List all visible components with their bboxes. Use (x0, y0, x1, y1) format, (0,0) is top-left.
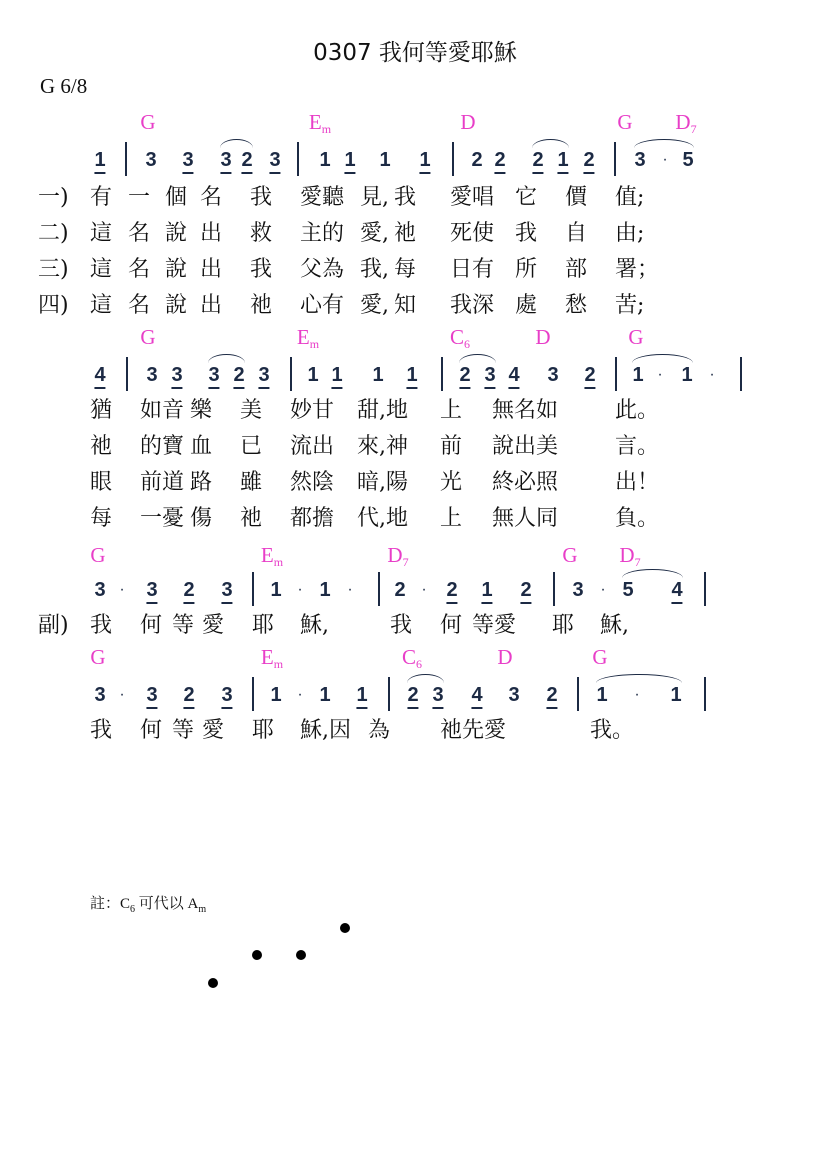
chord-subscript: 7 (402, 555, 409, 569)
lyric-syllable: 值; (615, 185, 645, 210)
lyric-syllable: 這 (90, 221, 113, 246)
eighth-note: 3 (182, 150, 193, 174)
lyric-syllable: 愛, (360, 221, 389, 246)
bar-line (740, 357, 742, 391)
augmentation-dot: · (600, 581, 606, 598)
note: 3 (146, 364, 158, 386)
chord-symbol: G (90, 543, 106, 567)
eighth-note: 3 (221, 580, 232, 604)
verse-label: 一) (38, 185, 69, 210)
lyric-syllable: 愁 (565, 293, 588, 318)
lyric-syllable: 無名如 (492, 398, 559, 423)
lyric-syllable: 每 (90, 506, 113, 531)
eighth-note: 2 (584, 365, 595, 389)
chord-symbol: D (497, 645, 513, 669)
note: 1 (681, 364, 693, 386)
footnote-prefix: 註：C (90, 896, 131, 912)
augmentation-dot: · (297, 581, 303, 598)
chord-subscript: 7 (634, 555, 641, 569)
song-title: 0307 我何等愛耶穌 (313, 40, 517, 66)
lyric-syllable: 我 (250, 185, 273, 210)
lyric-syllable: 愛唱 (450, 185, 495, 210)
note: 1 (670, 684, 682, 706)
slur-arc (632, 354, 693, 363)
note: 1 (307, 364, 319, 386)
lyric-syllable: 何 (140, 613, 163, 638)
note: 2 (471, 149, 483, 171)
lyric-syllable: 有 (90, 185, 113, 210)
eighth-note: 1 (406, 365, 417, 389)
lyric-syllable: 血 (190, 434, 213, 459)
lyric-syllable: 穌,因 (300, 718, 351, 743)
lyric-syllable: 苦; (615, 293, 645, 318)
eighth-note: 2 (446, 580, 457, 604)
lyric-syllable: 代,地 (357, 506, 408, 531)
lyric-syllable: 出 (200, 293, 223, 318)
eighth-note: 1 (419, 150, 430, 174)
lyric-syllable: 知 (394, 293, 417, 318)
chord-symbol: D (535, 325, 551, 349)
lyric-syllable: 愛 (202, 718, 225, 743)
chord-symbol: $E_m$ (308, 110, 332, 136)
eighth-note: 3 (269, 150, 280, 174)
footnote-sub-m: m (198, 904, 207, 915)
footnote-mid: 可代以 A (135, 896, 199, 912)
lyric-syllable: 終必照 (492, 470, 559, 495)
lyric-syllable: 一憂 (140, 506, 185, 531)
lyric-syllable: 名 (128, 221, 151, 246)
bar-line (126, 357, 128, 391)
eighth-note: 4 (471, 685, 482, 709)
lyric-syllable: 等 (172, 718, 195, 743)
lyric-syllable: 我 (250, 257, 273, 282)
lyric-syllable: 由; (615, 221, 645, 246)
chord-symbol: G (617, 110, 633, 134)
lyric-syllable: 處 (515, 293, 538, 318)
lyric-syllable: 的寶 (140, 434, 185, 459)
lyric-syllable: 無人同 (492, 506, 559, 531)
eighth-note: 3 (208, 365, 219, 389)
verse-label: 副) (38, 613, 69, 638)
lyric-syllable: 樂 (190, 398, 213, 423)
note: 1 (596, 684, 608, 706)
lyric-syllable: 我深 (450, 293, 495, 318)
eighth-note: 2 (233, 365, 244, 389)
chord-symbol: $C_6$ (449, 325, 471, 351)
eighth-note: 2 (183, 580, 194, 604)
lyric-syllable: 自 (565, 221, 588, 246)
lyric-syllable: 出！ (615, 470, 660, 495)
note: 2 (394, 579, 406, 601)
bar-line (704, 677, 706, 711)
lyric-syllable: 眼 (90, 470, 113, 495)
lyric-syllable: 甜,地 (357, 398, 408, 423)
augmentation-dot: · (119, 686, 125, 703)
eighth-note: 3 (221, 685, 232, 709)
lyric-syllable: 父為 (300, 257, 345, 282)
lyric-syllable: 愛, (360, 293, 389, 318)
lyric-syllable: 救 (250, 221, 273, 246)
dot-mark (252, 950, 262, 960)
lyric-syllable: 名 (200, 185, 223, 210)
lyric-syllable: 這 (90, 293, 113, 318)
augmentation-dot: · (297, 686, 303, 703)
lyric-syllable: 署； (615, 257, 660, 282)
lyric-syllable: 路 (190, 470, 213, 495)
eighth-note: 2 (494, 150, 505, 174)
eighth-note: 2 (532, 150, 543, 174)
chord-symbol: $E_m$ (260, 543, 284, 569)
lyric-syllable: 穌, (600, 613, 629, 638)
chord-subscript: 7 (690, 122, 697, 136)
note: 5 (622, 579, 634, 601)
eighth-note: 2 (583, 150, 594, 174)
bar-line (378, 572, 380, 606)
lyric-syllable: 見, (360, 185, 389, 210)
lyric-syllable: 暗,陽 (357, 470, 408, 495)
slur-arc (596, 674, 682, 683)
lyric-syllable: 價 (565, 185, 588, 210)
lyric-syllable: 傷 (190, 506, 213, 531)
chord-symbol: $E_m$ (296, 325, 320, 351)
lyric-syllable: 如音 (140, 398, 185, 423)
note: 1 (379, 149, 391, 171)
lyric-syllable: 等 (172, 613, 195, 638)
chord-subscript: m (309, 337, 320, 351)
augmentation-dot: · (709, 366, 715, 383)
lyric-syllable: 美 (240, 398, 263, 423)
chord-subscript: 6 (464, 337, 471, 351)
chord-symbol: G (140, 325, 156, 349)
slur-arc (459, 354, 496, 363)
lyric-syllable: 我。 (590, 718, 635, 743)
lyric-syllable: 流出 (290, 434, 335, 459)
lyric-syllable: 妙甘 (290, 398, 335, 423)
chord-symbol: G (90, 645, 106, 669)
lyric-syllable: 此。 (615, 398, 660, 423)
lyric-syllable: 等愛 (472, 613, 517, 638)
eighth-note: 1 (331, 365, 342, 389)
bar-line (125, 142, 127, 176)
bar-line (553, 572, 555, 606)
eighth-note: 4 (94, 365, 105, 389)
lyric-syllable: 祂 (250, 293, 273, 318)
bar-line (577, 677, 579, 711)
bar-line (704, 572, 706, 606)
lyric-syllable: 說 (165, 257, 188, 282)
lyric-syllable: 說 (165, 221, 188, 246)
note: 3 (94, 579, 106, 601)
eighth-note: 1 (344, 150, 355, 174)
lyric-syllable: 何 (440, 613, 463, 638)
eighth-note: 3 (220, 150, 231, 174)
note: 3 (508, 684, 520, 706)
note: 1 (270, 579, 282, 601)
note: 3 (145, 149, 157, 171)
dot-mark (340, 923, 350, 933)
lyric-syllable: 上 (440, 506, 463, 531)
lyric-syllable: 死使 (450, 221, 495, 246)
eighth-note: 4 (671, 580, 682, 604)
chord-symbol: $E_m$ (260, 645, 284, 671)
bar-line (388, 677, 390, 711)
bar-line (290, 357, 292, 391)
slur-arc (208, 354, 245, 363)
chord-symbol: G (592, 645, 608, 669)
eighth-note: 2 (407, 685, 418, 709)
eighth-note: 4 (508, 365, 519, 389)
lyric-syllable: 穌, (300, 613, 329, 638)
eighth-note: 3 (171, 365, 182, 389)
lyric-syllable: 光 (440, 470, 463, 495)
slur-arc (634, 139, 694, 148)
note: 3 (547, 364, 559, 386)
eighth-note: 1 (557, 150, 568, 174)
lyric-syllable: 前道 (140, 470, 185, 495)
bar-line (452, 142, 454, 176)
chord-symbol: $C_6$ (401, 645, 423, 671)
lyric-syllable: 所 (515, 257, 538, 282)
chord-symbol: D (460, 110, 476, 134)
lyric-syllable: 我 (515, 221, 538, 246)
lyric-syllable: 祂 (90, 434, 113, 459)
lyric-syllable: 耶 (252, 718, 275, 743)
chord-subscript: m (273, 657, 284, 671)
eighth-note: 3 (484, 365, 495, 389)
note: 3 (94, 684, 106, 706)
note: 1 (632, 364, 644, 386)
footnote (90, 892, 206, 915)
note: 1 (319, 149, 331, 171)
chord-subscript: m (273, 555, 284, 569)
note: 3 (634, 149, 646, 171)
chord-symbol: G (628, 325, 644, 349)
lyric-syllable: 心有 (300, 293, 345, 318)
lyric-syllable: 愛聽 (300, 185, 345, 210)
lyric-syllable: 祂 (394, 221, 417, 246)
augmentation-dot: · (657, 366, 663, 383)
chord-symbol: G (562, 543, 578, 567)
lyric-syllable: 愛 (202, 613, 225, 638)
verse-label: 二) (38, 221, 69, 246)
lyric-syllable: 言。 (615, 434, 660, 459)
verse-label: 四) (38, 293, 69, 318)
lyric-syllable: 祂 (240, 506, 263, 531)
note: 5 (682, 149, 694, 171)
note: 1 (372, 364, 384, 386)
lyric-syllable: 前 (440, 434, 463, 459)
augmentation-dot: · (662, 151, 668, 168)
lyric-syllable: 我 (390, 613, 413, 638)
eighth-note: 1 (481, 580, 492, 604)
note: 1 (319, 579, 331, 601)
lyric-syllable: 然陰 (290, 470, 335, 495)
note: 1 (319, 684, 331, 706)
eighth-note: 2 (183, 685, 194, 709)
slur-arc (220, 139, 253, 148)
chord-symbol: $D_7$ (675, 110, 697, 136)
bar-line (252, 572, 254, 606)
lyric-syllable: 它 (515, 185, 538, 210)
chord-symbol: $D_7$ (387, 543, 409, 569)
lyric-syllable: 何 (140, 718, 163, 743)
dot-mark (208, 978, 218, 988)
chord-subscript: 6 (416, 657, 423, 671)
footnote-sub-6: 6 (130, 904, 136, 915)
lyric-syllable: 出 (200, 257, 223, 282)
bar-line (441, 357, 443, 391)
lyric-syllable: 已 (240, 434, 263, 459)
lyric-syllable: 我 (90, 718, 113, 743)
verse-label: 三) (38, 257, 69, 282)
lyric-syllable: 祂先愛 (440, 718, 507, 743)
chord-symbol: G (140, 110, 156, 134)
chord-subscript: m (321, 122, 332, 136)
eighth-note: 1 (356, 685, 367, 709)
eighth-note: 2 (459, 365, 470, 389)
lyric-syllable: 日有 (450, 257, 495, 282)
lyric-syllable: 名 (128, 293, 151, 318)
bar-line (614, 142, 616, 176)
lyric-syllable: 我, (360, 257, 389, 282)
note: 3 (572, 579, 584, 601)
lyric-syllable: 都擔 (290, 506, 335, 531)
eighth-note: 3 (258, 365, 269, 389)
lyric-syllable: 說出美 (492, 434, 559, 459)
lyric-syllable: 說 (165, 293, 188, 318)
lyric-syllable: 每 (394, 257, 417, 282)
lyric-syllable: 主的 (300, 221, 345, 246)
lyric-syllable: 部 (565, 257, 588, 282)
lyric-syllable: 來,神 (357, 434, 408, 459)
bar-line (297, 142, 299, 176)
lyric-syllable: 負。 (615, 506, 660, 531)
lyric-syllable: 為 (368, 718, 391, 743)
dot-mark (296, 950, 306, 960)
eighth-note: 3 (432, 685, 443, 709)
lyric-syllable: 上 (440, 398, 463, 423)
lyric-syllable: 名 (128, 257, 151, 282)
lyric-syllable: 出 (200, 221, 223, 246)
lyric-syllable: 這 (90, 257, 113, 282)
slur-arc (622, 569, 683, 578)
augmentation-dot: · (634, 686, 640, 703)
eighth-note: 3 (146, 580, 157, 604)
lyric-syllable: 耶 (252, 613, 275, 638)
lyric-syllable: 猶 (90, 398, 113, 423)
eighth-note: 1 (94, 150, 105, 174)
note: 1 (270, 684, 282, 706)
lyric-syllable: 個 (165, 185, 188, 210)
augmentation-dot: · (119, 581, 125, 598)
eighth-note: 2 (520, 580, 531, 604)
eighth-note: 2 (241, 150, 252, 174)
lyric-syllable: 我 (90, 613, 113, 638)
bar-line (615, 357, 617, 391)
eighth-note: 3 (146, 685, 157, 709)
lyric-syllable: 一 (128, 185, 151, 210)
key-time-signature: G 6/8 (40, 74, 88, 98)
augmentation-dot: · (347, 581, 353, 598)
chord-symbol: $D_7$ (619, 543, 641, 569)
eighth-note: 2 (546, 685, 557, 709)
lyric-syllable: 雖 (240, 470, 263, 495)
slur-arc (532, 139, 569, 148)
bar-line (252, 677, 254, 711)
slur-arc (407, 674, 444, 683)
lyric-syllable: 耶 (552, 613, 575, 638)
lyric-syllable: 我 (394, 185, 417, 210)
augmentation-dot: · (421, 581, 427, 598)
